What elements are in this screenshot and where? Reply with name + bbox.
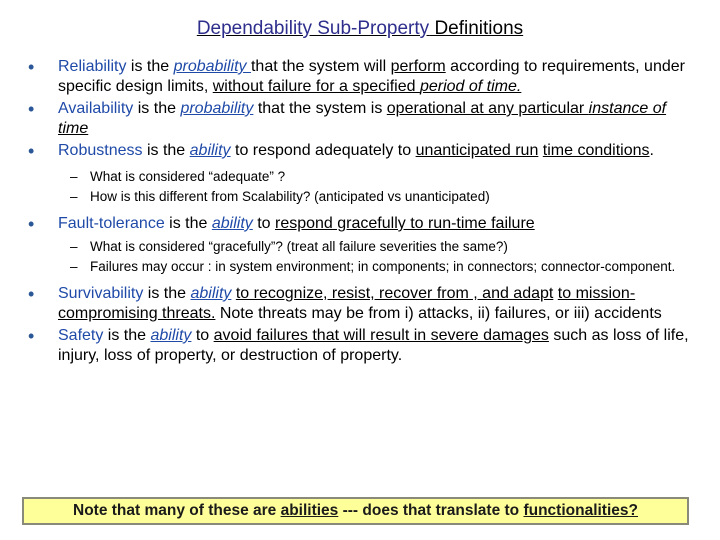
keyword: ability bbox=[190, 285, 232, 302]
dash-icon: – bbox=[70, 169, 78, 184]
keyword: operational at any particular bbox=[386, 100, 589, 117]
dash-icon: – bbox=[70, 189, 78, 204]
bullet-dot-icon: • bbox=[28, 99, 35, 119]
keyword: probability bbox=[173, 58, 251, 75]
keyword: instance of time bbox=[58, 100, 667, 137]
keyword: avoid failures that will result in severe damages bbox=[213, 327, 549, 344]
dash-icon: – bbox=[70, 259, 78, 274]
keyword: without failure for a specified bbox=[212, 78, 420, 95]
keyword: ability bbox=[150, 327, 192, 344]
note-text: Note that many of these are bbox=[73, 502, 281, 519]
bullet-dot-icon: • bbox=[28, 284, 35, 304]
bullet-dot-icon: • bbox=[28, 214, 35, 234]
note-keyword-abilities: abilities bbox=[280, 502, 339, 519]
sub-text: What is considered “adequate” ? bbox=[90, 169, 286, 184]
text: that the system is bbox=[253, 100, 387, 117]
keyword: perform bbox=[390, 58, 446, 75]
sub-text: What is considered “gracefully”? (treat all failure severities the same?) bbox=[90, 239, 508, 254]
term-availability: Availability bbox=[58, 100, 134, 117]
keyword: ability bbox=[189, 142, 231, 159]
term-reliability: Reliability bbox=[58, 58, 127, 75]
keyword: ability bbox=[211, 215, 253, 232]
note-text: --- does that translate to bbox=[338, 502, 524, 519]
bullet-safety bbox=[28, 326, 700, 366]
robustness-subpoints bbox=[28, 168, 700, 206]
dash-icon: – bbox=[70, 239, 78, 254]
bullet-dot-icon: • bbox=[28, 57, 35, 77]
text: is the bbox=[142, 142, 190, 159]
text: is the bbox=[133, 100, 181, 117]
keyword: unanticipated run bbox=[415, 142, 539, 159]
keyword: respond gracefully to run-time failure bbox=[275, 215, 535, 232]
bullet-reliability bbox=[28, 57, 700, 97]
keyword: to recognize, resist, recover from , and adapt bbox=[235, 285, 554, 302]
sub-point bbox=[28, 188, 700, 206]
title-part-2: Definitions bbox=[429, 18, 524, 39]
text: is the bbox=[103, 327, 151, 344]
term-survivability: Survivability bbox=[58, 285, 144, 302]
keyword: period of time. bbox=[419, 78, 522, 95]
bullet-dot-icon: • bbox=[28, 141, 35, 161]
bullet-availability bbox=[28, 99, 700, 139]
keyword: time conditions bbox=[542, 142, 650, 159]
text: is the bbox=[164, 215, 212, 232]
slide-body bbox=[28, 57, 700, 366]
text: according to requirements, under specific design limits, bbox=[58, 58, 685, 95]
page-title bbox=[0, 18, 720, 40]
text: to bbox=[252, 215, 275, 232]
bullet-survivability bbox=[28, 284, 700, 324]
sub-point bbox=[28, 238, 700, 256]
text: to bbox=[191, 327, 214, 344]
bullet-robustness bbox=[28, 141, 700, 161]
text: that the system will bbox=[250, 58, 391, 75]
term-robustness: Robustness bbox=[58, 142, 143, 159]
fault-tolerance-subpoints bbox=[28, 238, 700, 276]
bullet-dot-icon: • bbox=[28, 326, 35, 346]
title-part-1: Dependability Sub-Property bbox=[196, 18, 430, 39]
term-safety: Safety bbox=[58, 327, 104, 344]
note-box bbox=[22, 497, 689, 525]
text: to respond adequately to bbox=[230, 142, 416, 159]
bullet-fault-tolerance bbox=[28, 214, 700, 234]
keyword: to mission-compromising threats. bbox=[58, 285, 636, 322]
term-fault-tolerance: Fault-tolerance bbox=[58, 215, 165, 232]
sub-text: How is this different from Scalability? (anticipated vs unanticipated) bbox=[90, 189, 490, 204]
text: . bbox=[649, 142, 654, 159]
sub-text: Failures may occur : in system environment; in components; in connectors; connector-component. bbox=[90, 259, 676, 274]
text: such as loss of life, injury, loss of property, or destruction of property. bbox=[58, 327, 689, 364]
text: Note threats may be from i) attacks, ii) failures, or iii) accidents bbox=[215, 305, 662, 322]
sub-point bbox=[28, 168, 700, 186]
sub-point bbox=[28, 258, 700, 276]
keyword: probability bbox=[180, 100, 254, 117]
text: is the bbox=[143, 285, 191, 302]
text: is the bbox=[126, 58, 174, 75]
note-keyword-functionalities: functionalities? bbox=[523, 502, 638, 519]
